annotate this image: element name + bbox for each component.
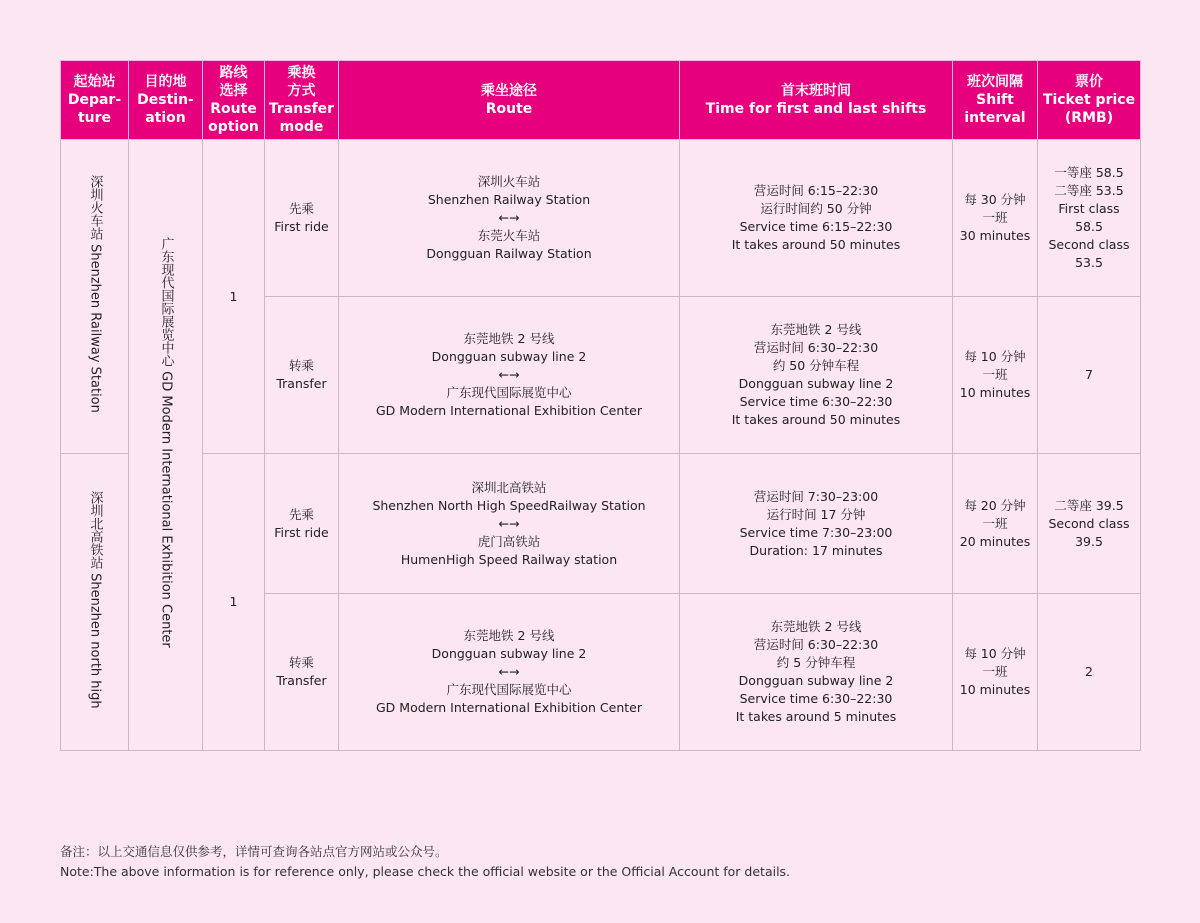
table-row [61,140,1141,297]
route-cell: 深圳北高铁站 Shenzhen North High SpeedRailway Station ←→ 虎门高铁站 HumenHigh Speed Railway station [339,454,680,594]
header-route: 乘坐途径 Route [339,61,680,140]
time-cell: 东莞地铁 2 号线 营运时间 6:30–22:30 约 50 分钟车程 Dongguan subway line 2 Service time 6:30–22:30 It takes around 50 minutes [680,297,953,454]
price-cell: 7 [1038,297,1141,454]
header-transfer-mode: 乘换 方式 Transfer mode [265,61,339,140]
header-time: 首末班时间 Time for first and last shifts [680,61,953,140]
note-chinese: 备注：以上交通信息仅供参考，详情可查询各站点官方网站或公众号。 [60,844,448,859]
transport-schedule-table [60,60,1141,751]
footnotes [60,842,790,882]
header-destination: 目的地 Destin- ation [129,61,203,140]
route-option-cell: 1 [203,140,265,454]
header-price: 票价 Ticket price (RMB) [1038,61,1141,140]
time-cell: 东莞地铁 2 号线 营运时间 6:30–22:30 约 5 分钟车程 Dongguan subway line 2 Service time 6:30–22:30 It takes around 5 minutes [680,594,953,751]
header-departure: 起始站 Depar- ture [61,61,129,140]
route-cell: 东莞地铁 2 号线 Dongguan subway line 2 ←→ 广东现代国际展览中心 GD Modern International Exhibition Center [339,594,680,751]
mode-cell: 转乘 Transfer [265,297,339,454]
interval-cell: 每 10 分钟 一班 10 minutes [953,297,1038,454]
header-interval: 班次间隔 Shift interval [953,61,1038,140]
interval-cell: 每 20 分钟 一班 20 minutes [953,454,1038,594]
interval-cell: 每 30 分钟 一班 30 minutes [953,140,1038,297]
departure-text: 深圳北高铁站 Shenzhen north high [87,490,103,709]
mode-cell: 先乘 First ride [265,454,339,594]
departure-text: 深圳火车站 Shenzhen Railway Station [87,175,103,413]
departure-cell [61,454,129,751]
note-english: Note:The above information is for reference only, please check the official website or the Official Account for details. [60,864,791,879]
price-cell: 2 [1038,594,1141,751]
table-row [61,454,1141,594]
table-header-row [61,61,1141,140]
route-cell: 东莞地铁 2 号线 Dongguan subway line 2 ←→ 广东现代国际展览中心 GD Modern International Exhibition Center [339,297,680,454]
route-cell: 深圳火车站 Shenzhen Railway Station ←→ 东莞火车站 Dongguan Railway Station [339,140,680,297]
mode-cell: 转乘 Transfer [265,594,339,751]
price-cell: 二等座 39.5 Second class 39.5 [1038,454,1141,594]
destination-text: 广东现代国际展览中心 GD Modern International Exhibition Center [158,237,174,648]
price-cell: 一等座 58.5 二等座 53.5 First class 58.5 Second class 53.5 [1038,140,1141,297]
destination-cell [129,140,203,751]
route-option-cell: 1 [203,454,265,751]
mode-cell: 先乘 First ride [265,140,339,297]
time-cell: 营运时间 6:15–22:30 运行时间约 50 分钟 Service time 6:15–22:30 It takes around 50 minutes [680,140,953,297]
header-route-option: 路线 选择 Route option [203,61,265,140]
departure-cell [61,140,129,454]
time-cell: 营运时间 7:30–23:00 运行时间 17 分钟 Service time 7:30–23:00 Duration: 17 minutes [680,454,953,594]
interval-cell: 每 10 分钟 一班 10 minutes [953,594,1038,751]
